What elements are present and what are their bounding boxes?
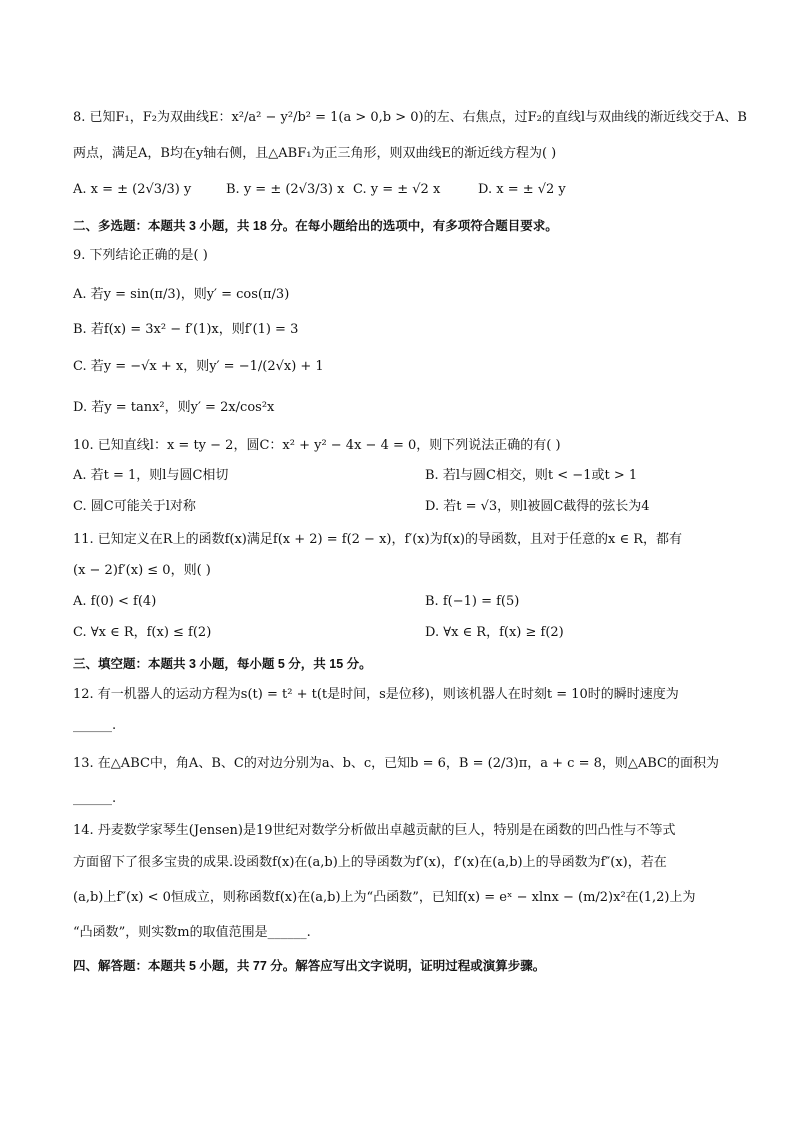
q11-options-row-1 (73, 592, 734, 612)
q9-stem: 9. 下列结论正确的是( ) (73, 248, 208, 263)
q9-option-d: D. 若y = tanx²，则y′ = 2x/cos²x (73, 400, 275, 415)
q14-line-1: 14. 丹麦数学家琴生(Jensen)是19世纪对数学分析做出卓越贡献的巨人，特别是在函数的凹凸性与不等式 (73, 823, 676, 838)
section-heading-multiple-choice: 二、多选题：本题共 3 小题，共 18 分。在每小题给出的选项中，有多项符合题目要求。 (73, 219, 558, 233)
q11-options-row-2 (73, 623, 734, 643)
q8-option-c: C. y = ± √2 x (353, 182, 441, 197)
q13-line-1: 13. 在△ABC中，角A、B、C的对边分别为a、b、c，已知b = 6，B = (2/3)π，a + c = 8，则△ABC的面积为 (73, 756, 719, 771)
q8-option-a: A. x = ± (2√3/3) y (73, 182, 192, 197)
q9-option-a: A. 若y = sin(π/3)，则y′ = cos(π/3) (73, 287, 290, 302)
q13-answer-blank: ______. (73, 791, 117, 806)
q14-line-4: “凸函数”，则实数m的取值范围是______. (73, 925, 311, 940)
q11-option-c: C. ∀x ∈ R，f(x) ≤ f(2) (73, 625, 212, 640)
q11-option-d: D. ∀x ∈ R，f(x) ≥ f(2) (425, 625, 564, 640)
section-heading-free-response: 四、解答题：本题共 5 小题，共 77 分。解答应写出文字说明，证明过程或演算步骤。 (73, 959, 546, 973)
q11-option-b: B. f(−1) = f(5) (425, 594, 520, 609)
q8-option-d: D. x = ± √2 y (478, 182, 566, 197)
q12-answer-blank: ______. (73, 718, 117, 733)
q9-option-b: B. 若f(x) = 3x² − f′(1)x，则f′(1) = 3 (73, 322, 299, 337)
q10-stem: 10. 已知直线l：x = ty − 2，圆C：x² + y² − 4x − 4 = 0，则下列说法正确的有( ) (73, 438, 561, 453)
q10-options-row-1 (73, 466, 734, 486)
q10-option-d: D. 若t = √3，则l被圆C截得的弦长为4 (425, 499, 650, 514)
q9-option-c: C. 若y = −√x + x，则y′ = −1/(2√x) + 1 (73, 359, 324, 374)
q11-line-2: (x − 2)f′(x) ≤ 0，则( ) (73, 563, 211, 578)
section-heading-fill-in: 三、填空题：本题共 3 小题，每小题 5 分，共 15 分。 (73, 657, 372, 671)
q8-option-b: B. y = ± (2√3/3) x (226, 182, 345, 197)
q12-line-1: 12. 有一机器人的运动方程为s(t) = t² + t(t是时间，s是位移)，则该机器人在时刻t = 10时的瞬时速度为 (73, 687, 679, 702)
q11-option-a: A. f(0) < f(4) (73, 594, 157, 609)
q10-option-b: B. 若l与圆C相交，则t < −1或t > 1 (425, 468, 638, 483)
q11-line-1: 11. 已知定义在R上的函数f(x)满足f(x + 2) = f(2 − x)，f′(x)为f(x)的导函数，且对于任意的x ∈ R，都有 (73, 532, 683, 547)
q14-line-3: (a,b)上f″(x) < 0恒成立，则称函数f(x)在(a,b)上为“凸函数”，已知f(x) = eˣ − xlnx − (m/2)x²在(1,2)上为 (73, 890, 696, 905)
q8-line-2: 两点，满足A，B均在y轴右侧，且△ABF₁为正三角形，则双曲线E的渐近线方程为( ) (73, 146, 557, 161)
q10-options-row-2 (73, 497, 734, 517)
q14-line-2: 方面留下了很多宝贵的成果.设函数f(x)在(a,b)上的导函数为f′(x)，f′(x)在(a,b)上的导函数为f″(x)，若在 (73, 855, 667, 870)
q10-option-a: A. 若t = 1，则l与圆C相切 (73, 468, 229, 483)
q8-line-1: 8. 已知F₁，F₂为双曲线E：x²/a² − y²/b² = 1(a > 0,b > 0)的左、右焦点，过F₂的直线l与双曲线的渐近线交于A、B (73, 110, 747, 125)
q10-option-c: C. 圆C可能关于l对称 (73, 499, 196, 514)
